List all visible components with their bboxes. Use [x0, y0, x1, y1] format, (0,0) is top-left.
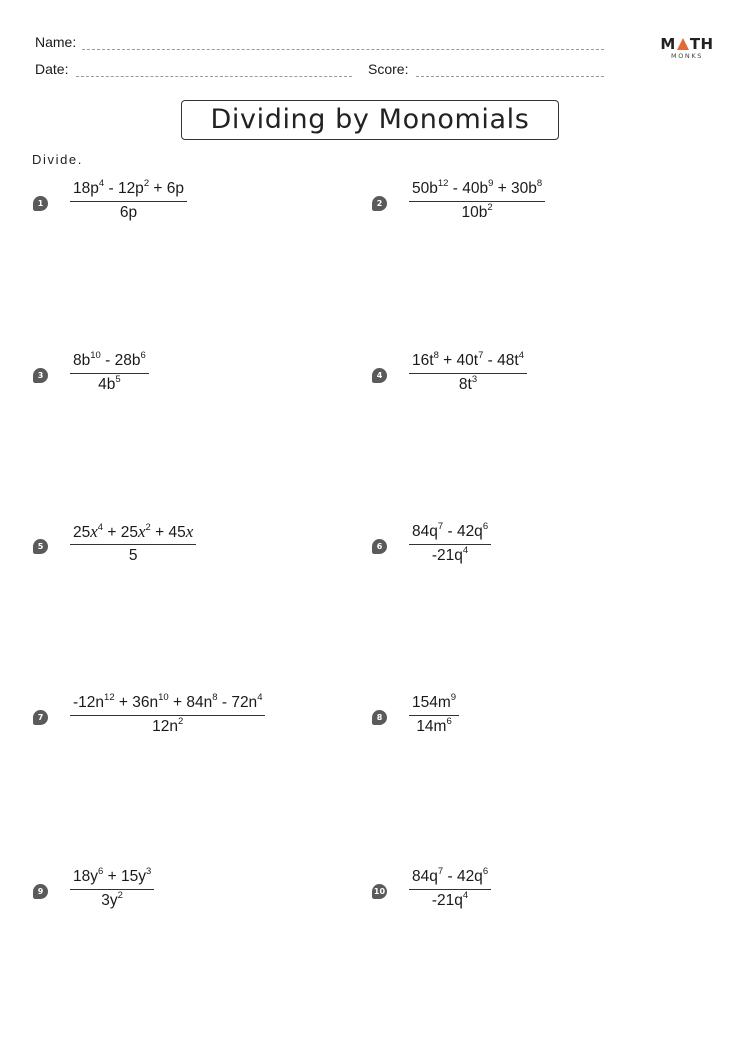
- term-text: - 12p: [104, 180, 144, 197]
- denominator: [409, 202, 545, 222]
- exponent: 4: [257, 692, 263, 703]
- numerator: [70, 179, 187, 202]
- numerator: [409, 522, 491, 545]
- term-text: -12n: [73, 694, 105, 711]
- logo-triangle-icon: [677, 38, 689, 50]
- exponent: 7: [437, 521, 444, 532]
- numerator: [409, 179, 545, 202]
- exponent: 6: [140, 350, 146, 361]
- exponent: 9: [488, 178, 494, 189]
- term-text: - 40b: [448, 180, 489, 197]
- problem-number-badge: 6: [372, 539, 387, 554]
- exponent: 9: [450, 692, 457, 703]
- exponent: 10: [158, 692, 169, 703]
- term-text: 10b: [461, 204, 488, 221]
- name-input-line[interactable]: [82, 49, 604, 50]
- exponent: 3: [145, 866, 152, 877]
- term-text: -21q: [431, 892, 463, 909]
- exponent: 6: [446, 716, 452, 727]
- exponent: 4: [97, 522, 104, 533]
- term-text: -21q: [431, 547, 463, 564]
- term-text: + 84n: [168, 694, 213, 711]
- fraction: [70, 351, 149, 394]
- term-text: - 28b: [100, 352, 141, 369]
- fraction: [70, 693, 265, 736]
- term-text: - 42q: [443, 523, 483, 540]
- exponent: 7: [437, 866, 444, 877]
- date-input-line[interactable]: [76, 76, 352, 77]
- exponent: 8: [536, 178, 543, 189]
- problem-number-badge: 9: [33, 884, 48, 899]
- term-text: 84q: [412, 868, 438, 885]
- math-monks-logo: [660, 36, 714, 61]
- instruction-text: Divide.: [32, 152, 83, 167]
- exponent: 12: [437, 178, 449, 189]
- denominator: [70, 202, 187, 222]
- term-text: 84q: [412, 523, 438, 540]
- denominator: [409, 545, 491, 565]
- exponent: 4: [462, 890, 469, 901]
- exponent: 3: [471, 374, 478, 385]
- variable: x: [138, 522, 146, 541]
- fraction: [409, 179, 545, 222]
- term-text: 4b: [98, 376, 116, 393]
- denominator: [409, 716, 459, 736]
- variable: x: [90, 522, 98, 541]
- fraction: [409, 867, 491, 910]
- term-text: 8t: [458, 376, 472, 393]
- fraction: [70, 522, 196, 565]
- term-text: - 72n: [217, 694, 258, 711]
- denominator: [70, 545, 196, 565]
- term-text: + 25: [103, 524, 138, 541]
- problem-number-badge: 7: [33, 710, 48, 725]
- exponent: 5: [115, 374, 121, 385]
- score-label: Score:: [368, 61, 409, 77]
- term-text: 3y: [101, 892, 118, 909]
- term-text: 14m: [416, 718, 447, 735]
- problem-number-badge: 3: [33, 368, 48, 383]
- problem-number-badge: 4: [372, 368, 387, 383]
- exponent: 6: [482, 521, 489, 532]
- term-text: + 15y: [103, 868, 146, 885]
- problem-number-badge: 10: [372, 884, 387, 899]
- worksheet-title: Dividing by Monomials: [181, 100, 559, 140]
- exponent: 2: [487, 202, 493, 213]
- denominator: [70, 374, 149, 394]
- fraction: [70, 179, 187, 222]
- denominator: [70, 716, 265, 736]
- term-text: 18y: [73, 868, 98, 885]
- denominator: [409, 890, 491, 910]
- numerator: [70, 351, 149, 374]
- exponent: 6: [482, 866, 489, 877]
- term-text: 18p: [73, 180, 99, 197]
- exponent: 2: [178, 716, 184, 727]
- exponent: 10: [90, 350, 101, 361]
- fraction: [409, 693, 459, 736]
- exponent: 2: [145, 522, 151, 533]
- numerator: [409, 693, 459, 716]
- denominator: [409, 374, 527, 394]
- exponent: 7: [478, 350, 484, 361]
- term-text: 154m: [412, 694, 451, 711]
- term-text: 12n: [152, 718, 179, 735]
- exponent: 8: [433, 350, 439, 361]
- term-text: 16t: [412, 352, 434, 369]
- numerator: [70, 867, 154, 890]
- score-input-line[interactable]: [416, 76, 604, 77]
- term-text: 8b: [73, 352, 91, 369]
- exponent: 4: [98, 178, 105, 189]
- denominator: [70, 890, 154, 910]
- numerator: [409, 867, 491, 890]
- logo-word-left: M: [660, 35, 676, 53]
- term-text: 50b: [412, 180, 438, 197]
- exponent: 2: [117, 890, 123, 901]
- term-text: + 36n: [114, 694, 159, 711]
- exponent: 2: [143, 178, 150, 189]
- problem-number-badge: 5: [33, 539, 48, 554]
- fraction: [409, 351, 527, 394]
- fraction: [409, 522, 491, 565]
- term-text: - 48t: [483, 352, 519, 369]
- logo-word-right: TH: [689, 35, 714, 53]
- exponent: 4: [518, 350, 524, 361]
- term-text: + 30b: [493, 180, 537, 197]
- problem-number-badge: 2: [372, 196, 387, 211]
- exponent: 12: [104, 692, 115, 703]
- term-text: 6p: [119, 204, 138, 221]
- date-label: Date:: [35, 61, 69, 77]
- term-text: + 6p: [149, 180, 185, 197]
- numerator: [409, 351, 527, 374]
- problem-number-badge: 8: [372, 710, 387, 725]
- logo-subtitle: MONKS: [671, 52, 703, 60]
- fraction: [70, 867, 154, 910]
- term-text: + 45: [150, 524, 186, 541]
- term-text: 25: [73, 524, 91, 541]
- term-text: - 42q: [443, 868, 483, 885]
- exponent: 8: [212, 692, 218, 703]
- term-text: + 40t: [438, 352, 479, 369]
- name-label: Name:: [35, 34, 77, 50]
- numerator: [70, 693, 265, 716]
- exponent: 6: [98, 866, 104, 877]
- term-text: 5: [128, 547, 138, 564]
- numerator: [70, 522, 196, 545]
- problem-number-badge: 1: [33, 196, 48, 211]
- variable: x: [185, 522, 194, 541]
- exponent: 4: [462, 545, 469, 556]
